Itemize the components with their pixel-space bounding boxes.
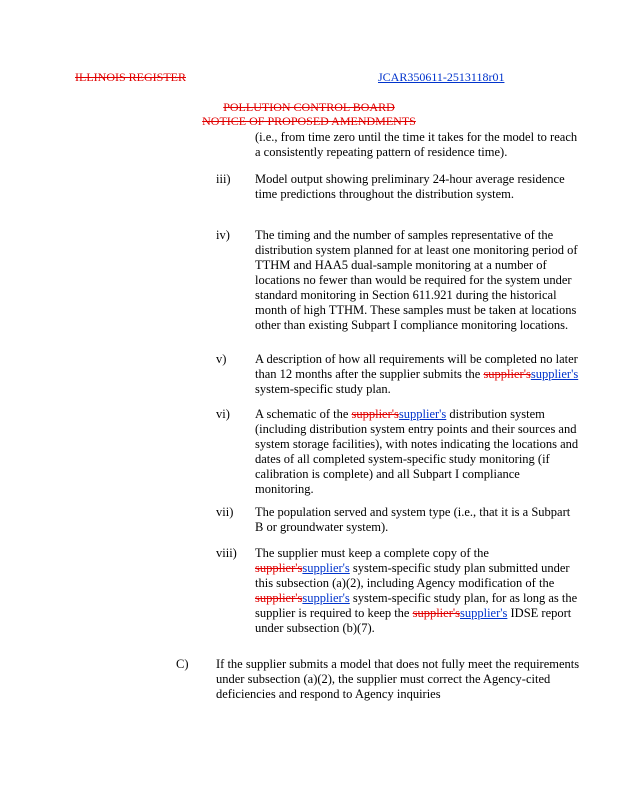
header-register: ILLINOIS REGISTER: [75, 70, 186, 84]
item-text: Model output showing preliminary 24-hour average residence time predictions throughout the distribution system.: [255, 172, 565, 201]
item-text: The population served and system type (i.e., that it is a Subpart B or groundwater system).: [255, 505, 571, 534]
deleted-text: supplier's: [255, 561, 303, 575]
item-num: vi): [216, 407, 230, 421]
item-text: A description of how all requirements will be completed no later than 12 months after the supplier submits the supplier'ssupplier's system-specific study plan.: [255, 352, 579, 396]
deleted-text: supplier's: [412, 606, 460, 620]
header-jcar-code: JCAR350611-2513118r01: [378, 70, 505, 84]
item-text: The timing and the number of samples representative of the distribution system planned for at least one monitoring period of TTHM and HAA5 dual-sample monitoring at a number of locations no fewer than would be required for the system under standard monitoring in Section 611.921 during the historical month of high TTHM. These samples must be taken at locations other than existing Subpart I compliance monitoring locations.: [255, 228, 578, 332]
item-num: iii): [216, 172, 231, 186]
inserted-text: supplier's: [302, 561, 350, 575]
inserted-text: supplier's: [398, 407, 447, 421]
item-text: A schematic of the supplier'ssupplier's distribution system (including distribution system entry points and their sources and system storage facilities), with notes indicating the locations and dates of all completed system-specific study monitoring (if calibration is complete) and all Subpart I compliance monitoring.: [255, 407, 579, 496]
item-num: vii): [216, 505, 234, 519]
continuation-text: (i.e., from time zero until the time it takes for the model to reach a consistently repeating pattern of residence time).: [255, 130, 578, 159]
inserted-text: supplier's: [302, 591, 350, 605]
item-num: v): [216, 352, 227, 366]
deleted-text: supplier's: [483, 367, 531, 381]
inserted-text: supplier's: [530, 367, 579, 381]
item-num: viii): [216, 546, 237, 560]
item-text: The supplier must keep a complete copy of the supplier'ssupplier's system-specific study plan submitted under this subsection (a)(2), including Agency modification of the supplier'ssupplier's system-specific study plan, for as long as the supplier is required to keep the supplier'ssupplier's IDSE report under subsection (b)(7).: [255, 546, 578, 635]
deleted-text: supplier's: [255, 591, 303, 605]
item-text: If the supplier submits a model that does not fully meet the requirements under subsection (a)(2), the supplier must correct the Agency-cited deficiencies and respond to Agency inquiries: [216, 657, 580, 701]
deleted-text: supplier's: [351, 407, 399, 421]
item-num: iv): [216, 228, 230, 242]
header-notice: NOTICE OF PROPOSED AMENDMENTS: [202, 114, 416, 128]
inserted-text: supplier's: [459, 606, 508, 620]
header-board: POLLUTION CONTROL BOARD: [223, 100, 395, 114]
item-num: C): [176, 657, 189, 671]
